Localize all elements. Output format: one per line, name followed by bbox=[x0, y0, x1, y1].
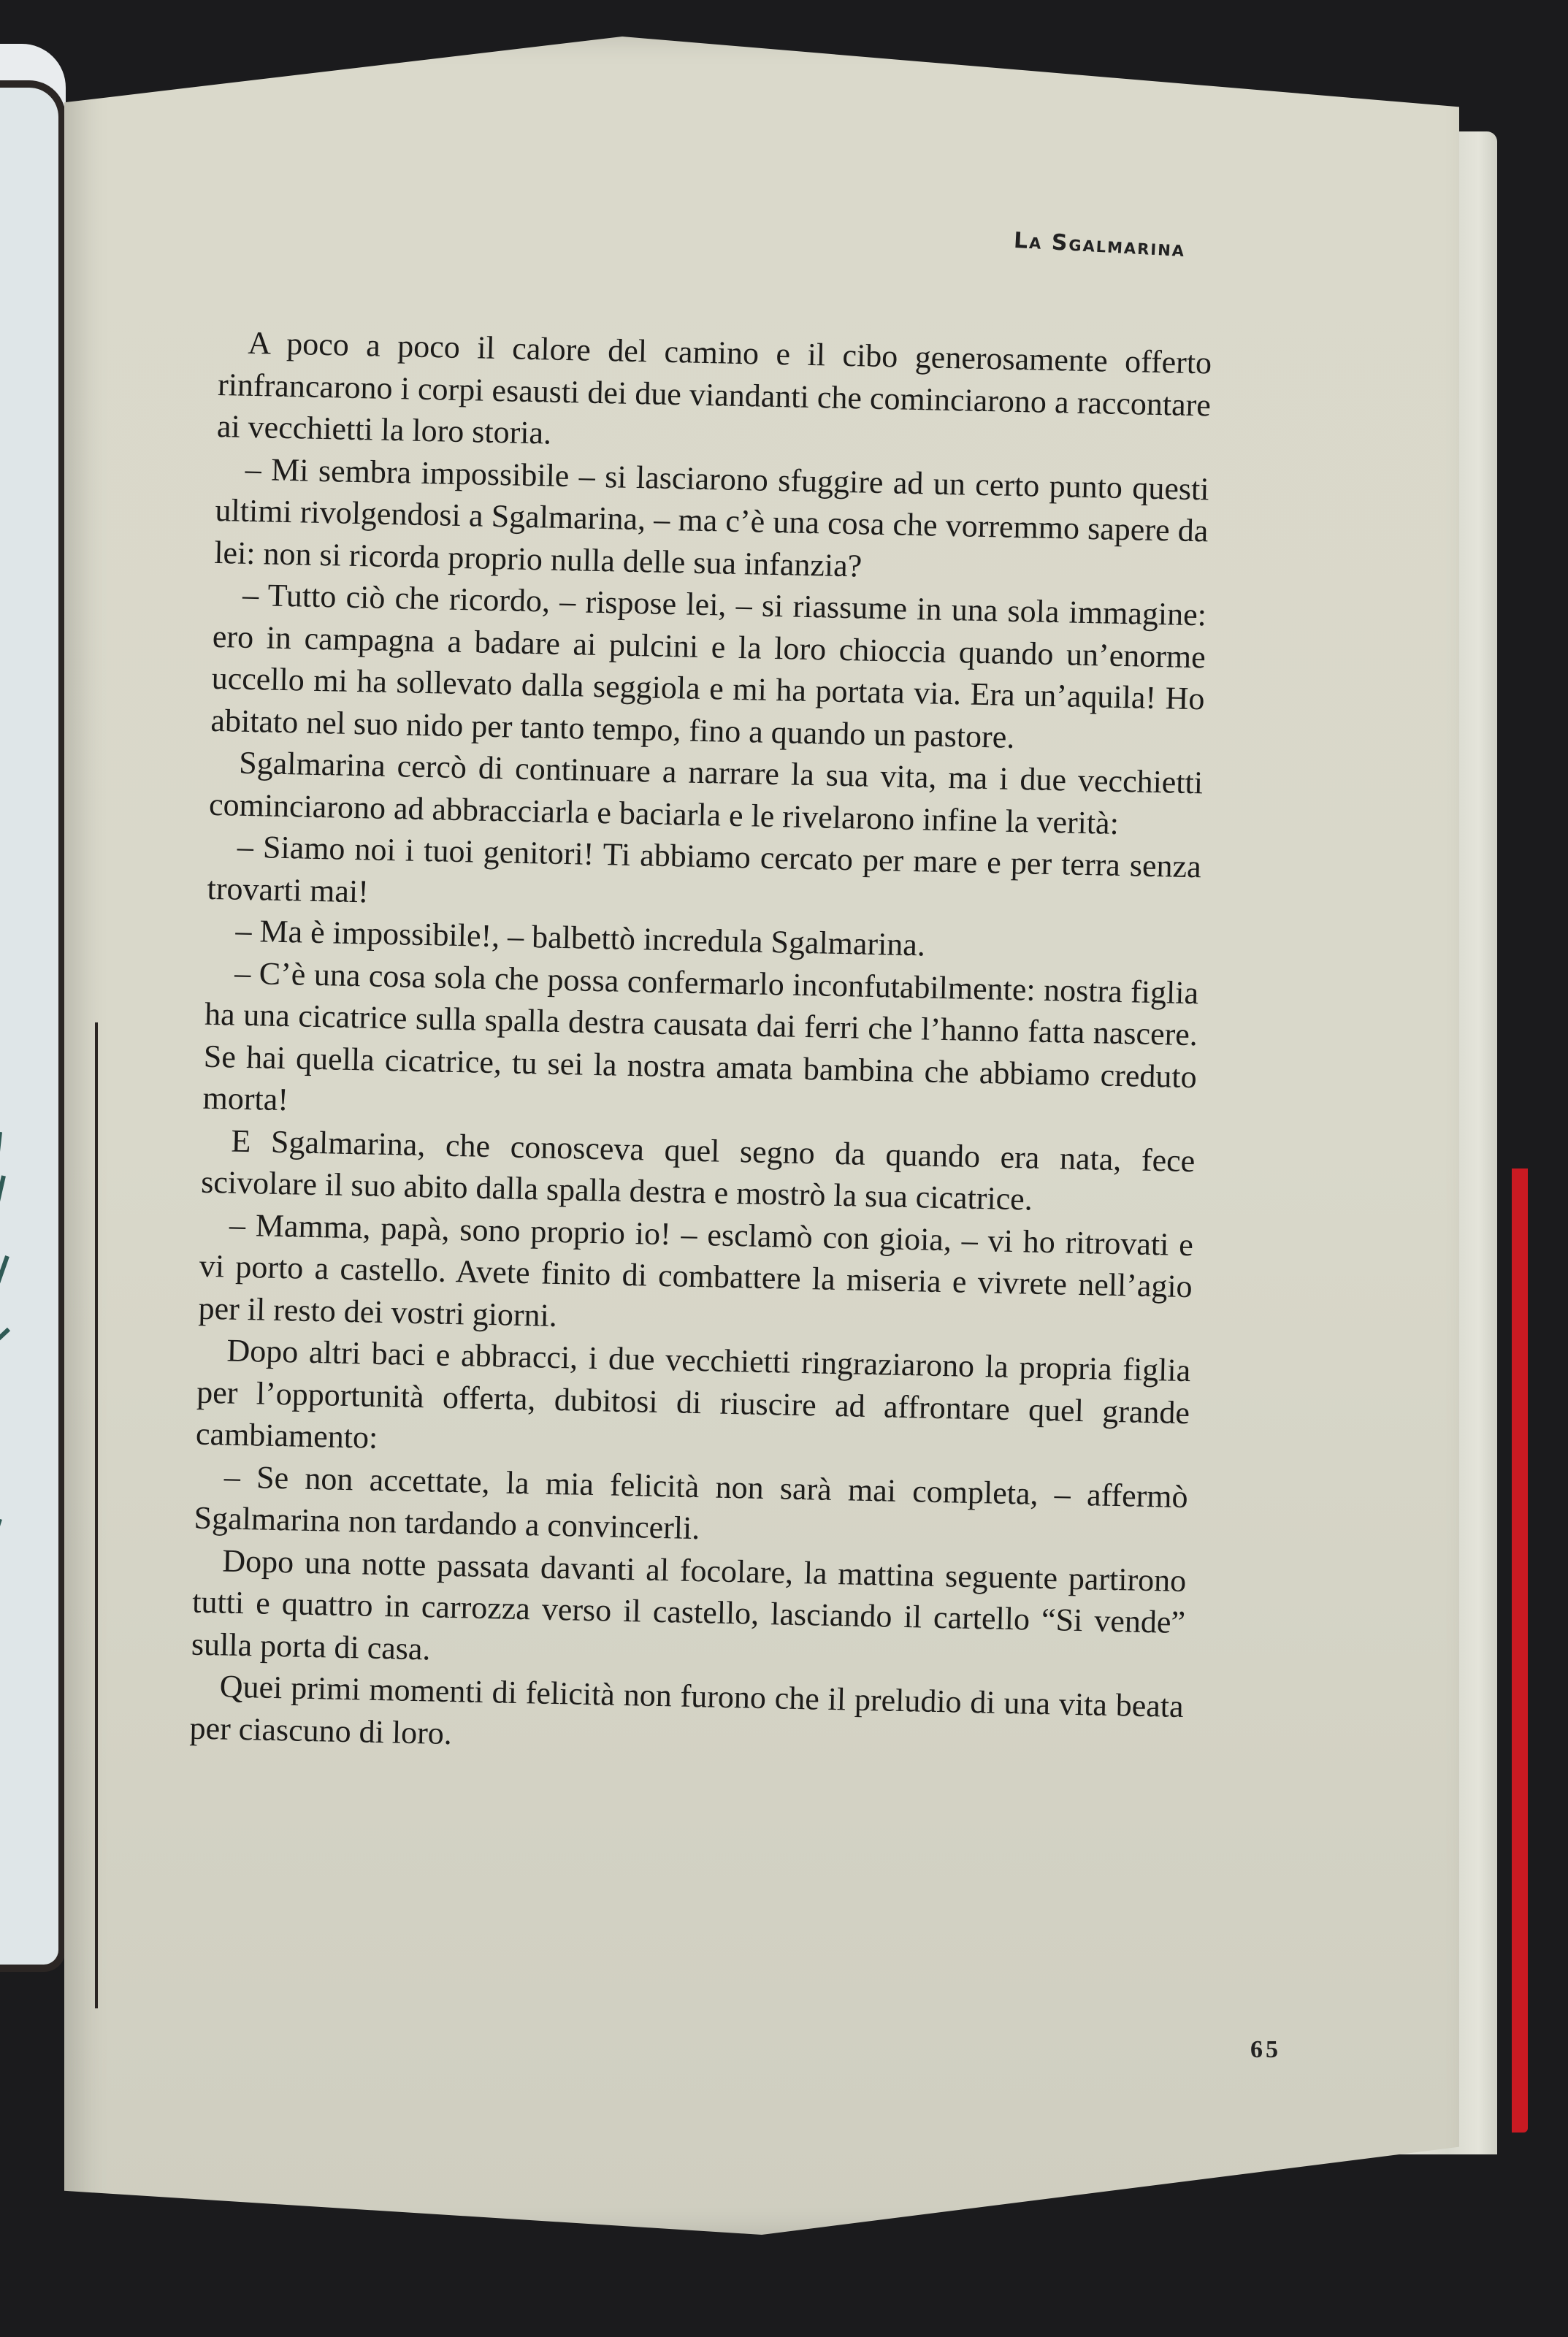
paragraph: Quei primi momenti di felicità non furono che il preludio di una vita beata per ciascuno di loro. bbox=[189, 1668, 1185, 1751]
paragraph: Dopo altri baci e abbracci, i due vecchietti ringraziarono la propria figlia per l’opportunità offerta, dubitosi di riuscire ad affrontare quel grande cambiamento: bbox=[195, 1332, 1191, 1456]
paragraph: – Mamma, papà, sono proprio io! – esclamò con gioia, – vi ho ritrovati e vi porto a castello. Avete finito di combattere la miseria e vivrete nell’agio per il resto dei vostri giorni. bbox=[198, 1206, 1194, 1334]
paragraph: A poco a poco il calore del camino e il cibo generosamente offerto rinfrancarono i corpi esausti dei due viandanti che cominciarono a raccontare ai vecchietti la loro storia. bbox=[216, 324, 1212, 451]
paragraph: Sgalmarina cercò di continuare a narrare la sua vita, ma i due vecchietti cominciarono ad abbracciarla e baciarla e le rivelarono infine la verità: bbox=[208, 744, 1204, 841]
gutter-line bbox=[95, 1022, 98, 2008]
plant-sketch-illustration bbox=[0, 1110, 29, 1621]
paragraph: – Se non accettate, la mia felicità non sarà mai completa, – affermò Sgalmarina non tardando a convincerli. bbox=[194, 1458, 1189, 1547]
illustration-frame bbox=[0, 80, 66, 1972]
paragraph: – Mi sembra impossibile – si lasciarono sfuggire ad un certo punto questi ultimi rivolgendosi a Sgalmarina, – ma c’è una cosa che vorremmo sapere da lei: non si ricorda proprio nulla delle sua infanzia? bbox=[213, 451, 1210, 584]
paragraph: – Ma è impossibile!, – balbettò incredula Sgalmarina. bbox=[235, 912, 926, 963]
paragraph: – C’è una cosa sola che possa confermarlo inconfutabilmente: nostra figlia ha una cicatrice sulla spalla destra causata dai ferri che l’hanno fatta nascere. Se hai quella cicatrice, tu sei la nostra amata bambina che abbiamo creduto morta! bbox=[202, 955, 1199, 1118]
body-text bbox=[189, 321, 1212, 1770]
page-number: 65 bbox=[1250, 2036, 1281, 2063]
paragraph: Dopo una notte passata davanti al focolare, la mattina seguente partirono tutti e quattro in carrozza verso il castello, lasciando il cartello “Si vende” sulla porta di casa. bbox=[191, 1542, 1187, 1667]
running-head: La Sgalmarina bbox=[1013, 227, 1187, 263]
red-book-cover-edge bbox=[1512, 1168, 1528, 2133]
paragraph: – Tutto ciò che ricordo, – rispose lei, – si riassume in una sola immagine: ero in campagna a badare ai pulcini e la loro chioccia quando un’enorme uccello mi ha sollevato dalla seggiola e mi ha portata via. Era un’aquila! Ho abitato nel suo nido per tanto tempo, fino a quando un pastore. bbox=[210, 576, 1207, 755]
paragraph: – Siamo noi i tuoi genitori! Ti abbiamo cercato per mare e per terra senza trovarti mai! bbox=[207, 828, 1202, 909]
paragraph: E Sgalmarina, che conosceva quel segno da quando era nata, fece scivolare il suo abito dalla spalla destra e mostrò la sua cicatrice. bbox=[200, 1122, 1196, 1217]
